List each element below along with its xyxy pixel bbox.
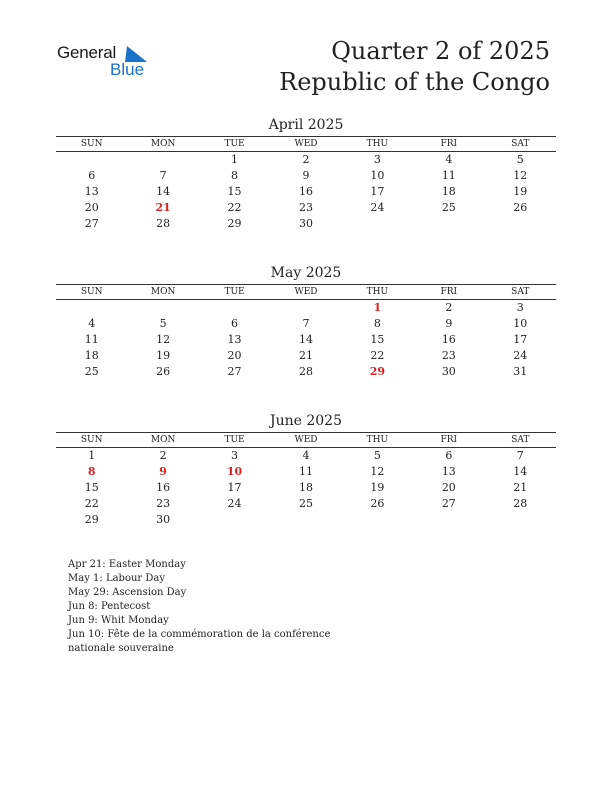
empty-day-cell [127, 152, 198, 169]
day-cell: 19 [156, 349, 171, 362]
month-may [56, 264, 556, 380]
day-cell: 20 [441, 481, 456, 494]
empty-day-cell [413, 512, 484, 528]
day-cell: 1 [373, 301, 382, 314]
day-cell: 3 [231, 449, 239, 462]
day-cell: 14 [513, 465, 528, 478]
weekday-header: WED [270, 285, 341, 300]
day-cell: 27 [227, 365, 242, 378]
holiday-note: Jun 9: Whit Monday [68, 615, 169, 626]
weekday-header: FRI [413, 137, 484, 152]
day-cell: 14 [298, 333, 313, 346]
day-cell: 7 [516, 449, 524, 462]
day-cell: 7 [302, 317, 310, 330]
empty-day-cell [270, 512, 341, 528]
day-cell: 4 [302, 449, 310, 462]
day-cell: 2 [159, 449, 167, 462]
holiday-note: Apr 21: Easter Monday [68, 559, 186, 570]
day-cell: 12 [370, 465, 385, 478]
day-cell: 1 [88, 449, 96, 462]
week-row [56, 480, 556, 496]
day-cell: 6 [231, 317, 239, 330]
weekday-header-row [56, 137, 556, 152]
logo-blue-text: Blue [110, 60, 145, 79]
day-cell: 24 [227, 497, 242, 510]
week-row [56, 184, 556, 200]
holiday-notes [68, 558, 368, 656]
day-cell: 13 [227, 333, 242, 346]
day-cell: 7 [159, 169, 167, 182]
day-cell: 6 [445, 449, 453, 462]
week-row [56, 348, 556, 364]
empty-day-cell [199, 512, 270, 528]
day-cell: 30 [441, 365, 456, 378]
day-cell: 23 [156, 497, 171, 510]
day-cell: 24 [370, 201, 385, 214]
weekday-header: MON [127, 137, 198, 152]
day-cell: 9 [302, 169, 310, 182]
title-quarter: Quarter 2 of 2025 [331, 37, 550, 65]
weekday-header-row [56, 433, 556, 448]
day-cell: 28 [513, 497, 528, 510]
day-cell: 29 [227, 217, 242, 230]
day-cell: 20 [84, 201, 99, 214]
day-cell: 15 [370, 333, 385, 346]
empty-day-cell [485, 216, 556, 232]
week-row [56, 448, 556, 465]
weekday-header: FRI [413, 285, 484, 300]
day-cell: 20 [227, 349, 242, 362]
day-cell: 2 [445, 301, 453, 314]
day-cell: 24 [513, 349, 528, 362]
day-cell: 10 [226, 465, 243, 478]
empty-day-cell [342, 512, 413, 528]
day-cell: 22 [370, 349, 385, 362]
week-row [56, 200, 556, 216]
day-cell: 25 [84, 365, 99, 378]
day-cell: 5 [373, 449, 381, 462]
weekday-header: SAT [485, 137, 556, 152]
empty-day-cell [199, 300, 270, 317]
day-cell: 18 [441, 185, 456, 198]
day-cell: 10 [513, 317, 528, 330]
day-cell: 19 [370, 481, 385, 494]
day-cell: 31 [513, 365, 528, 378]
week-row [56, 512, 556, 528]
day-cell: 25 [298, 497, 313, 510]
holiday-note: May 1: Labour Day [68, 573, 165, 584]
week-row [56, 152, 556, 169]
day-cell: 9 [445, 317, 453, 330]
day-cell: 1 [231, 153, 239, 166]
day-cell: 11 [84, 333, 99, 346]
calendar-grid [56, 136, 556, 232]
day-cell: 21 [513, 481, 528, 494]
day-cell: 27 [441, 497, 456, 510]
day-cell: 8 [231, 169, 239, 182]
day-cell: 16 [156, 481, 171, 494]
weekday-header: SAT [485, 433, 556, 448]
day-cell: 17 [227, 481, 242, 494]
day-cell: 28 [298, 365, 313, 378]
weekday-header: THU [342, 433, 413, 448]
empty-day-cell [413, 216, 484, 232]
day-cell: 11 [441, 169, 456, 182]
day-cell: 6 [88, 169, 96, 182]
day-cell: 9 [159, 465, 167, 478]
month-title: April 2025 [268, 117, 344, 133]
day-cell: 15 [227, 185, 242, 198]
day-cell: 21 [298, 349, 313, 362]
day-cell: 29 [369, 365, 386, 378]
day-cell: 28 [156, 217, 171, 230]
month-title: May 2025 [270, 265, 342, 281]
day-cell: 14 [156, 185, 171, 198]
holiday-note: May 29: Ascension Day [68, 587, 187, 598]
month-april [56, 116, 556, 232]
empty-day-cell [270, 300, 341, 317]
day-cell: 3 [516, 301, 524, 314]
weekday-header: TUE [199, 137, 270, 152]
page-title [279, 36, 550, 98]
empty-day-cell [56, 300, 127, 317]
day-cell: 18 [84, 349, 99, 362]
day-cell: 25 [441, 201, 456, 214]
day-cell: 17 [370, 185, 385, 198]
week-row [56, 168, 556, 184]
week-row [56, 364, 556, 380]
holiday-note: Jun 8: Pentecost [68, 601, 151, 612]
day-cell: 3 [373, 153, 381, 166]
week-row [56, 216, 556, 232]
week-row [56, 464, 556, 480]
day-cell: 27 [84, 217, 99, 230]
day-cell: 2 [302, 153, 310, 166]
weekday-header: WED [270, 137, 341, 152]
day-cell: 26 [370, 497, 385, 510]
calendar-grid [56, 284, 556, 380]
day-cell: 22 [84, 497, 99, 510]
day-cell: 21 [155, 201, 171, 214]
empty-day-cell [485, 512, 556, 528]
weekday-header: FRI [413, 433, 484, 448]
weekday-header: SAT [485, 285, 556, 300]
weekday-header: MON [127, 285, 198, 300]
day-cell: 8 [87, 465, 96, 478]
weekday-header: THU [342, 137, 413, 152]
day-cell: 12 [513, 169, 528, 182]
weekday-header: WED [270, 433, 341, 448]
title-country: Republic of the Congo [279, 68, 550, 96]
logo-general-text: General [57, 43, 117, 62]
day-cell: 26 [513, 201, 528, 214]
day-cell: 13 [441, 465, 456, 478]
day-cell: 5 [516, 153, 524, 166]
week-row [56, 300, 556, 317]
day-cell: 23 [441, 349, 456, 362]
week-row [56, 332, 556, 348]
day-cell: 12 [156, 333, 171, 346]
day-cell: 4 [445, 153, 453, 166]
day-cell: 10 [370, 169, 385, 182]
day-cell: 8 [373, 317, 381, 330]
day-cell: 16 [298, 185, 313, 198]
weekday-header: SUN [56, 285, 127, 300]
weekday-header: TUE [199, 433, 270, 448]
day-cell: 19 [513, 185, 528, 198]
day-cell: 17 [513, 333, 528, 346]
day-cell: 11 [298, 465, 313, 478]
weekday-header: MON [127, 433, 198, 448]
month-june [56, 412, 556, 528]
empty-day-cell [127, 300, 198, 317]
day-cell: 26 [156, 365, 171, 378]
weekday-header-row [56, 285, 556, 300]
day-cell: 23 [298, 201, 313, 214]
generalblue-logo [57, 43, 167, 83]
holiday-note: Jun 10: Fête de la commémoration de la conférence nationale souveraine [68, 629, 331, 654]
month-title: June 2025 [269, 413, 342, 429]
day-cell: 30 [156, 513, 171, 526]
day-cell: 13 [84, 185, 99, 198]
empty-day-cell [342, 216, 413, 232]
day-cell: 16 [441, 333, 456, 346]
day-cell: 29 [84, 513, 99, 526]
week-row [56, 496, 556, 512]
day-cell: 4 [88, 317, 96, 330]
weekday-header: SUN [56, 433, 127, 448]
weekday-header: TUE [199, 285, 270, 300]
day-cell: 15 [84, 481, 99, 494]
calendar-grid [56, 432, 556, 528]
empty-day-cell [56, 152, 127, 169]
day-cell: 30 [298, 217, 313, 230]
week-row [56, 316, 556, 332]
day-cell: 22 [227, 201, 242, 214]
weekday-header: THU [342, 285, 413, 300]
day-cell: 5 [159, 317, 167, 330]
weekday-header: SUN [56, 137, 127, 152]
day-cell: 18 [298, 481, 313, 494]
